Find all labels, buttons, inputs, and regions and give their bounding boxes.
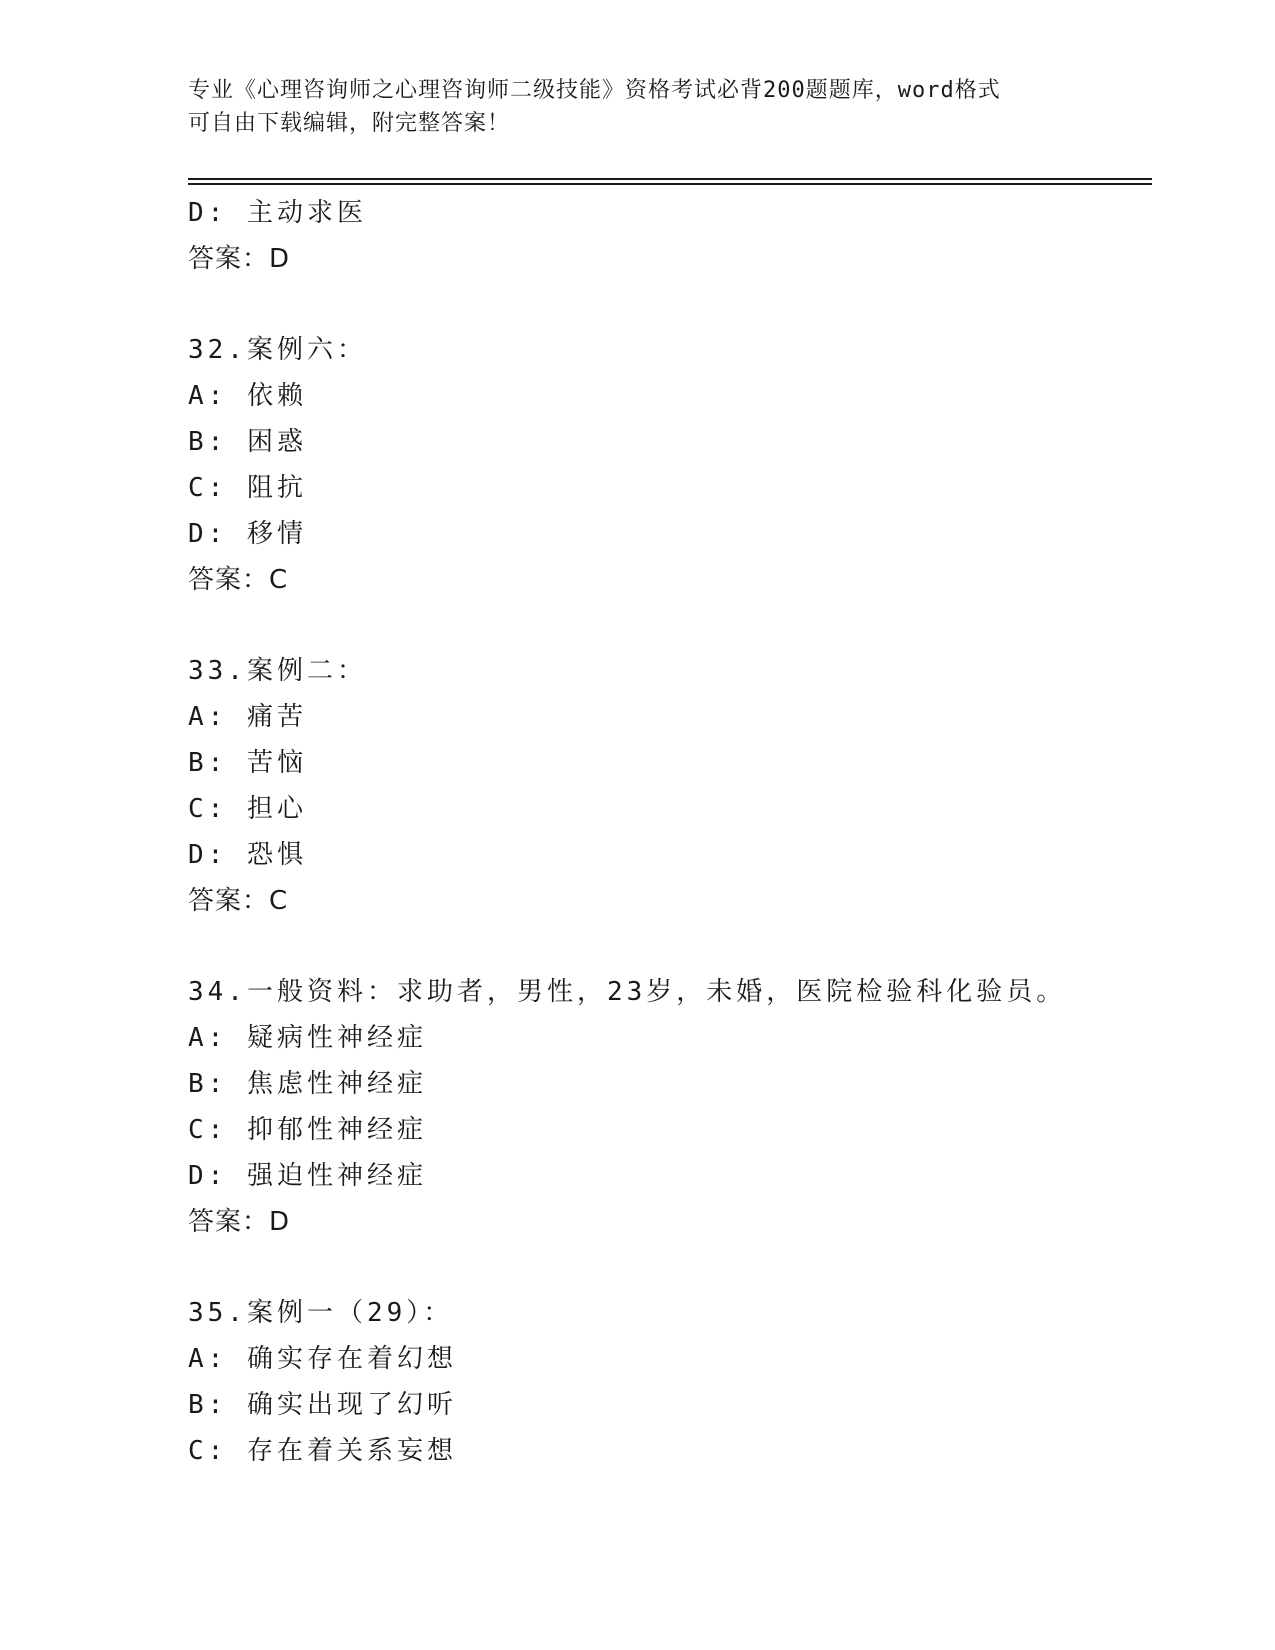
question-spacer <box>188 924 1188 969</box>
option-b: B: 确实出现了幻听 <box>188 1390 457 1420</box>
question-spacer <box>188 603 1188 648</box>
option-c: C: 存在着关系妄想 <box>188 1436 457 1466</box>
question-stem: 32.案例六： <box>188 335 367 365</box>
question-stem: 35.案例一（29）： <box>188 1298 454 1328</box>
header-line-1: 专业《心理咨询师之心理咨询师二级技能》资格考试必背200题题库，word格式 <box>188 78 1001 103</box>
question-stem: 33.案例二： <box>188 656 367 686</box>
option-a: A: 依赖 <box>188 381 307 411</box>
option-c: C: 阻抗 <box>188 473 307 503</box>
header-line-2: 可自由下载编辑，附完整答案！ <box>188 111 511 136</box>
answer-line: 答案：C <box>188 565 289 595</box>
question-list <box>188 190 1188 1474</box>
question-35 <box>188 1290 1188 1474</box>
question-spacer <box>188 282 1188 327</box>
option-d: D: 恐惧 <box>188 840 307 870</box>
answer-line: 答案：D <box>188 244 291 274</box>
question-stem: 34.一般资料：求助者，男性，23岁，未婚，医院检验科化验员。 <box>188 977 1067 1007</box>
option-d: D: 主动求医 <box>188 198 367 228</box>
option-a: A: 痛苦 <box>188 702 307 732</box>
header-divider-bottom <box>188 183 1152 185</box>
option-b: B: 困惑 <box>188 427 307 457</box>
question-spacer <box>188 1245 1188 1290</box>
option-d: D: 强迫性神经症 <box>188 1161 427 1191</box>
option-c: C: 抑郁性神经症 <box>188 1115 427 1145</box>
question-32 <box>188 327 1188 603</box>
option-a: A: 疑病性神经症 <box>188 1023 427 1053</box>
document-header <box>188 74 1088 140</box>
option-b: B: 焦虑性神经症 <box>188 1069 427 1099</box>
option-d: D: 移情 <box>188 519 307 549</box>
option-a: A: 确实存在着幻想 <box>188 1344 457 1374</box>
option-b: B: 苦恼 <box>188 748 307 778</box>
header-divider-top <box>188 178 1152 180</box>
answer-line: 答案：D <box>188 1207 291 1237</box>
question-33 <box>188 648 1188 924</box>
question-34 <box>188 969 1188 1245</box>
option-c: C: 担心 <box>188 794 307 824</box>
answer-line: 答案：C <box>188 886 289 916</box>
